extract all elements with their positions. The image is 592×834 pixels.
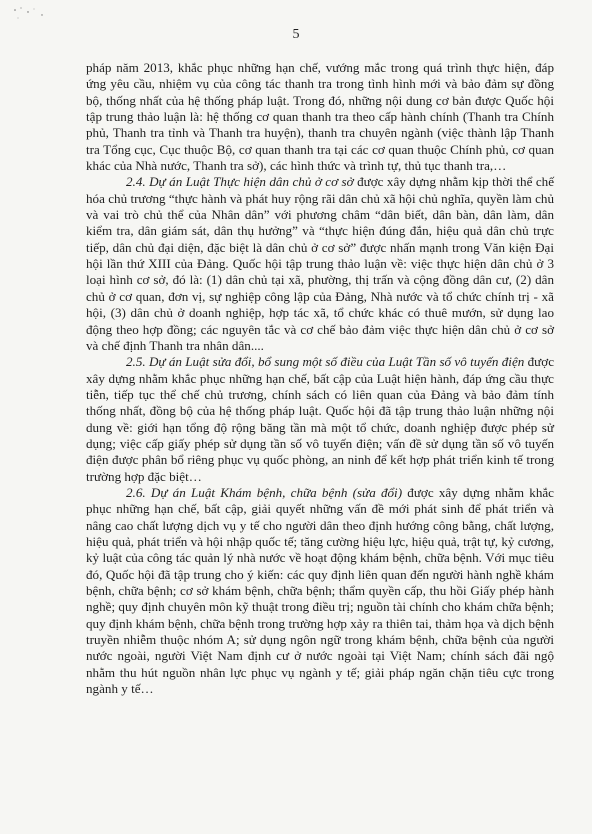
paragraph-text: được xây dựng nhằm khắc phục những hạn chế, bất cập, giải quyết những vấn đề mới phát sinh để phát triển và nâng cao chất lượng dịch vụ y tế cho người dân theo định hướng công bằng, chất lượng, hiệu quả, phát triển và hội nhập quốc tế; tăng cường hiệu lực, hiệu quả, trật tự, kỷ cương, kỷ luật của công tác quản lý nhà nước về hoạt động khám bệnh, chữa bệnh. Với mục tiêu đó, Quốc hội đã tập trung cho ý kiến: các quy định liên quan đến người hành nghề khám bệnh, chữa bệnh; cơ sở khám bệnh, chữa bệnh; thẩm quyền cấp, thu hồi Giấy phép hành nghề; quy định chuyên môn kỹ thuật trong điều trị; nguồn tài chính cho khám chữa bệnh; quy định khám bệnh, chữa bệnh trong trường hợp xảy ra thiên tai, thảm họa và dịch bệnh truyền nhiễm thuộc nhóm A; sử dụng ngôn ngữ trong khám bệnh, chữa bệnh của người nước ngoài, người Việt Nam định cư ở nước ngoài tại Việt Nam; chính sách đãi ngộ nhằm thu hút nguồn nhân lực phục vụ ngành y tế; giải pháp ngăn chặn tiêu cực trong ngành y tế… (86, 484, 554, 697)
section-heading: 2.6. Dự án Luật Khám bệnh, chữa bệnh (sửa đổi) (126, 484, 403, 500)
section-2-4 (86, 174, 554, 354)
section-2-6 (86, 485, 554, 697)
paragraph-text: pháp năm 2013, khắc phục những hạn chế, vướng mắc trong quá trình thực hiện, đáp ứng yêu cầu, nhiệm vụ của công tác thanh tra trong tình hình mới và bảo đảm sự đồng bộ, thống nhất của hệ thống pháp luật. Trong đó, những nội dung cơ bản được Quốc hội tập trung thảo luận là: hệ thống cơ quan thanh tra theo cấp hành chính (Thanh tra Chính phủ, Thanh tra tỉnh và Thanh tra huyện), thanh tra chuyên ngành (việc thành lập Thanh tra Tổng cục, Cục thuộc Bộ, cơ quan thanh tra tại các cơ quan thuộc Chính phủ, cơ quan khác của Nhà nước, Thanh tra sở), các hình thức và trình tự, thủ tục thanh tra,… (86, 60, 554, 174)
paragraph-text: được xây dựng nhằm kịp thời thể chế hóa chủ trương “thực hành và phát huy rộng rãi dân chủ xã hội chủ nghĩa, quyền làm chủ và vai trò chủ thể của Nhân dân” với phương châm “dân biết, dân bàn, dân làm, dân kiểm tra, dân giám sát, dân thụ hưởng” và “thực hiện đúng đắn, hiệu quả dân chủ trực tiếp, dân chủ đại diện, đặc biệt là dân chủ ở cơ sở” được nhấn mạnh trong Văn kiện Đại hội lần thứ XIII của Đảng. Quốc hội tập trung thảo luận về: việc thực hiện dân chủ ở 3 loại hình cơ sở, đó là: (1) dân chủ tại xã, phường, thị trấn và cộng đồng dân cư, (2) dân chủ ở cơ quan, đơn vị, sự nghiệp công lập của Đảng, Nhà nước và tổ chức chính trị - xã hội, (3) dân chủ ở doanh nghiệp, hợp tác xã, tổ chức khác có thuê mướn, sử dụng lao động theo hợp đồng; các nguyên tắc và cơ chế bảo đảm việc thực hiện dân chủ ở cơ sở và chế định Thanh tra nhân dân.... (86, 174, 555, 353)
document-body (86, 60, 554, 697)
section-2-5 (86, 354, 554, 485)
paragraph-text: được xây dựng nhằm khắc phục những hạn chế, bất cập của Luật hiện hành, đáp ứng cầu thực tiễn, tiếp tục thể chế chủ trương, chính sách có liên quan của Đảng và bảo đảm tính thống nhất, đồng bộ của hệ thống pháp luật. Quốc hội đã tập trung thảo luận những nội dung về: giới hạn tổng độ rộng băng tần mà một tổ chức, doanh nghiệp được phép sử dụng; việc cấp giấy phép sử dụng tần số vô tuyến điện; vấn đề sử dụng tần số vô tuyến điện được phân bổ riêng phục vụ quốc phòng, an ninh để kết hợp phát triển kinh tế trong trường hợp đặc biệt… (86, 354, 555, 484)
section-heading: 2.5. Dự án Luật sửa đổi, bổ sung một số điều của Luật Tần số vô tuyến điện (126, 354, 525, 370)
section-heading: 2.4. Dự án Luật Thực hiện dân chủ ở cơ sở (126, 174, 354, 190)
paragraph-continuation (86, 60, 554, 174)
page-number: 5 (292, 27, 300, 42)
